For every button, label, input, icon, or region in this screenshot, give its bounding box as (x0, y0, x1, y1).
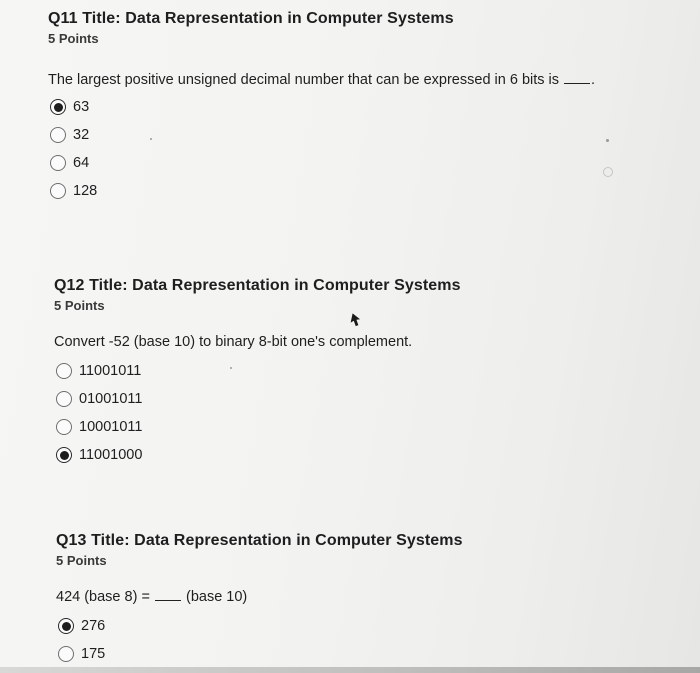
screen-speck (150, 138, 152, 140)
question-title: Q12 Title: Data Representation in Computer Systems (54, 277, 461, 294)
question-q11 (48, 8, 688, 205)
option-32[interactable] (48, 121, 688, 149)
radio-unselected-icon[interactable] (58, 646, 74, 662)
option-label: 11001000 (79, 447, 143, 463)
question-points: 5 Points (54, 298, 105, 313)
radio-unselected-icon[interactable] (56, 419, 72, 435)
prompt-suffix: . (591, 72, 596, 88)
option-label: 10001011 (79, 419, 143, 435)
radio-unselected-icon[interactable] (50, 127, 66, 143)
answer-options (48, 93, 688, 205)
question-title: Q11 Title: Data Representation in Computer Systems (48, 10, 454, 27)
screen-bottom-edge (0, 667, 700, 673)
question-q12 (54, 275, 684, 469)
answer-blank (564, 83, 590, 84)
option-175[interactable] (56, 640, 686, 668)
question-points: 5 Points (56, 553, 107, 568)
option-label: 128 (73, 183, 98, 199)
prompt-text: 424 (base 8) = (56, 589, 150, 605)
radio-unselected-icon[interactable] (56, 391, 72, 407)
option-128[interactable] (48, 177, 688, 205)
answer-blank (155, 600, 181, 601)
radio-selected-icon[interactable] (58, 618, 74, 634)
radio-selected-icon[interactable] (56, 447, 72, 463)
option-11001011[interactable] (54, 357, 684, 385)
question-prompt (56, 587, 686, 607)
screen-speck (606, 139, 609, 142)
prompt-text: The largest positive unsigned decimal number that can be expressed in 6 bits is (48, 72, 560, 88)
option-10001011[interactable] (54, 413, 684, 441)
screen-speck (603, 167, 613, 177)
option-label: 63 (73, 99, 90, 115)
option-label: 11001011 (79, 363, 142, 379)
option-label: 32 (73, 127, 90, 143)
answer-options (54, 357, 684, 469)
option-276[interactable] (56, 612, 686, 640)
screen-speck (230, 367, 232, 369)
option-64[interactable] (48, 149, 688, 177)
question-points: 5 Points (48, 31, 99, 46)
option-label: 175 (81, 646, 106, 662)
radio-selected-icon[interactable] (50, 99, 66, 115)
question-prompt (48, 70, 688, 90)
question-title: Q13 Title: Data Representation in Computer Systems (56, 532, 463, 549)
mouse-pointer-icon (348, 312, 362, 328)
radio-unselected-icon[interactable] (50, 155, 66, 171)
option-label: 01001011 (79, 391, 143, 407)
radio-unselected-icon[interactable] (50, 183, 66, 199)
question-prompt: Convert -52 (base 10) to binary 8-bit one's complement. (54, 334, 413, 350)
option-63[interactable] (48, 93, 688, 121)
option-11001000[interactable] (54, 441, 684, 469)
option-label: 64 (73, 155, 90, 171)
option-label: 276 (81, 618, 106, 634)
answer-options (56, 612, 686, 668)
radio-unselected-icon[interactable] (56, 363, 72, 379)
option-01001011[interactable] (54, 385, 684, 413)
prompt-suffix: (base 10) (185, 589, 248, 605)
question-q13 (56, 530, 686, 668)
